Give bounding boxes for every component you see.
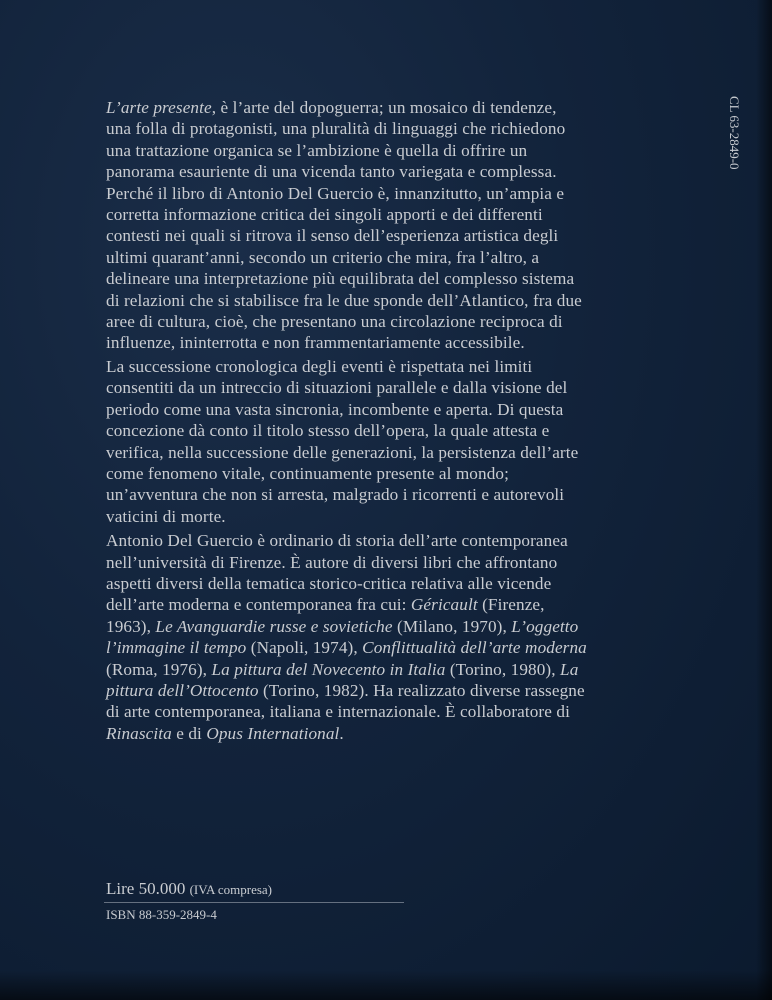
blurb-text <box>106 97 726 744</box>
italic-title: L’oggetto l’immagine il tempo <box>106 616 579 658</box>
text-run: La successione cronologica degli eventi è rispettata nei limiti consentiti da un intreccio di situazioni parallele e dalla visione del periodo come una vasta sincronia, incombente e aperta. Di questa concezione dà conto il titolo stesso dell’opera, la quale attesta e verifica, nella successione delle generazioni, la persistenza dell’arte come fenomeno vitale, continuamente presente al mondo; un’avventura che non si arresta, malgrado i ricorrenti e autorevoli vaticini di morte. <box>106 356 579 526</box>
text-run: (Napoli, 1974), <box>246 638 363 658</box>
text-run: (Milano, 1970), <box>392 616 512 636</box>
cover-edge-shadow <box>756 0 772 1000</box>
text-run: . <box>339 723 344 743</box>
text-run: , è l’arte del dopoguerra; un mosaico di tendenze, una folla di protagonisti, una pluralità di linguaggi che richiedono una trattazione organica se l’ambizione è quella di offrire un panorama esauriente di una vicenda tanto variegata e complessa. Perché il libro di Antonio Del Guercio è, innanzitutto, un’ampia e corretta informazione critica dei singoli apporti e dei differenti contesti nei quali si ritrova il senso dell’esperienza artistica degli ultimi quarant’anni, secondo un criterio che mira, fra l’altro, a delineare una interpretazione più equilibrata del complesso sistema di relazioni che si stabilisce fra le due sponde dell’Atlantico, fra due aree di cultura, cioè, che presentano una circolazione reciproca di influenze, ininterrotta e non frammentariamente accessibile. <box>106 98 582 353</box>
italic-title: La pittura dell’Ottocento <box>106 659 579 700</box>
text-run: e di <box>171 723 207 743</box>
isbn-code: ISBN 88-359-2849-4 <box>106 907 217 922</box>
description-paragraph-2 <box>106 356 726 527</box>
catalog-code: CL 63-2849-0 <box>727 96 742 170</box>
italic-title: L’arte presente <box>106 98 212 117</box>
italic-title: Conflittualità dell’arte moderna <box>362 638 587 658</box>
text-run: (Roma, 1976), <box>106 659 208 679</box>
italic-title: Rinascita <box>106 723 172 743</box>
price-vat-note: (IVA compresa) <box>189 882 273 897</box>
description-paragraph-1 <box>106 97 726 354</box>
price-divider <box>104 902 404 903</box>
text-run: (Torino, 1980), <box>445 659 561 679</box>
italic-title: La pittura del Novecento in Italia <box>211 659 446 679</box>
italic-title: Opus International <box>206 723 340 743</box>
text-run: (Firenze, 1963), <box>106 595 545 636</box>
text-run: (Torino, 1982). Ha realizzato diverse rassegne di arte contemporanea, italiana e internazionale. È collaboratore di <box>106 680 585 722</box>
author-bio-paragraph <box>106 530 726 744</box>
text-run: Antonio Del Guercio è ordinario di storia dell’arte contemporanea nell’università di Firenze. È autore di diversi libri che affrontano aspetti diversi della tematica storico-critica relativa alle vicende dell’arte moderna e contemporanea fra cui: <box>106 531 568 615</box>
italic-title: Le Avanguardie russe e sovietiche <box>155 616 393 636</box>
price-line <box>106 879 272 900</box>
cover-bottom-shadow <box>0 970 772 1000</box>
price-value: Lire 50.000 <box>106 879 186 898</box>
italic-title: Géricault <box>410 595 478 615</box>
